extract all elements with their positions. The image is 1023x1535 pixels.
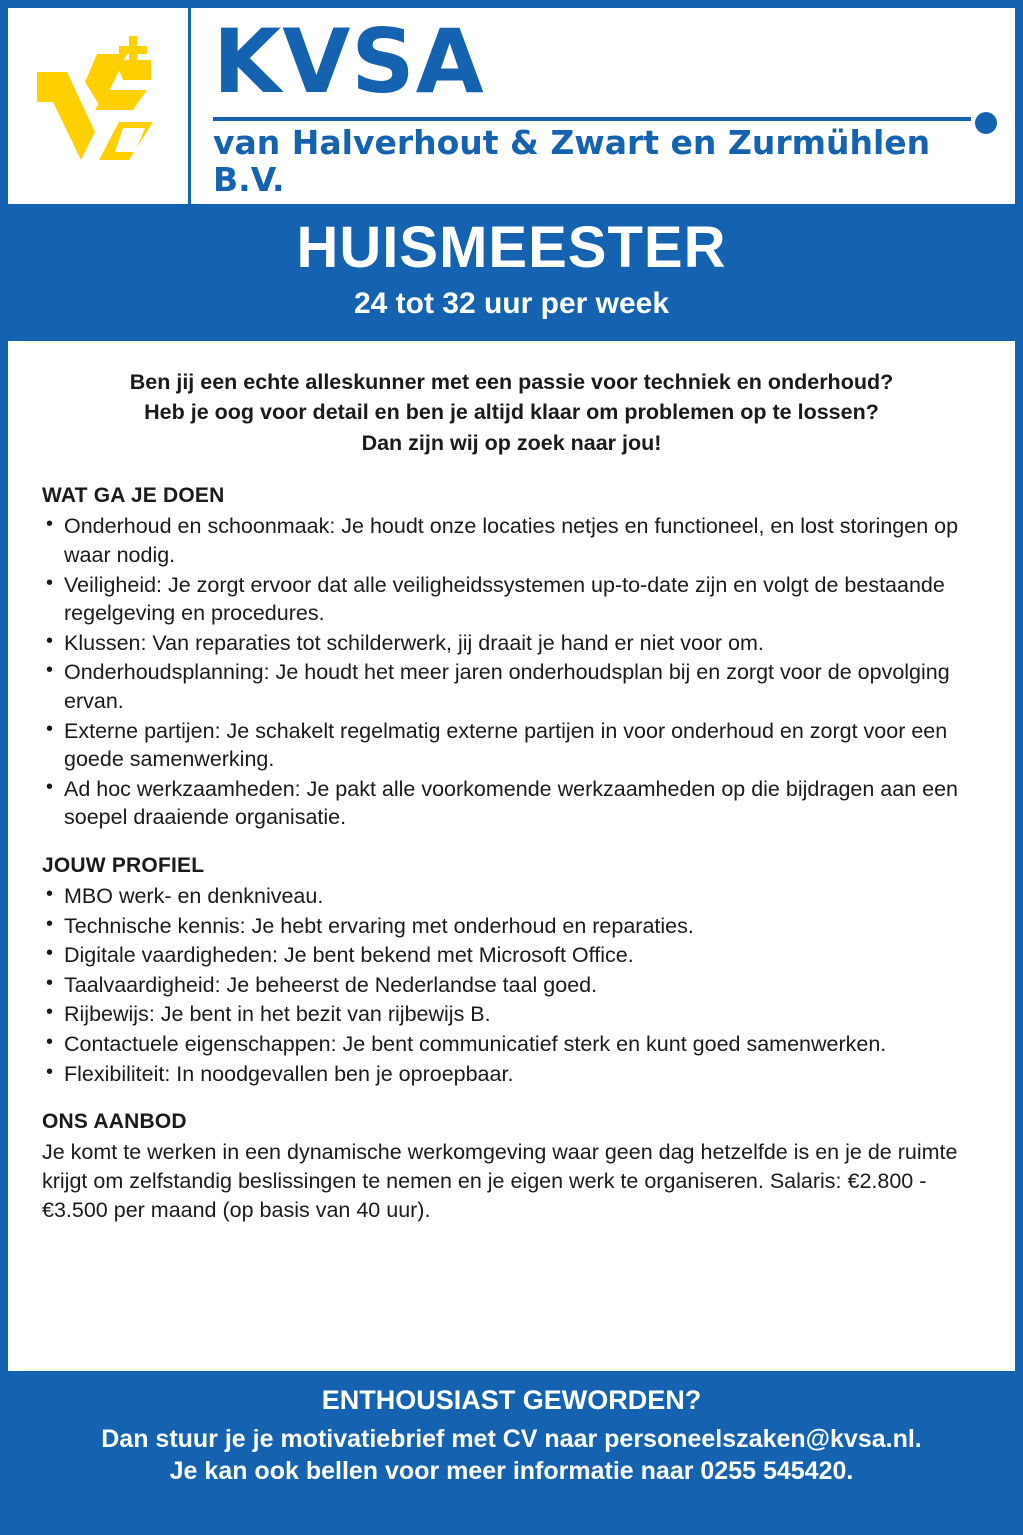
- brand-text-block: [191, 8, 1015, 204]
- intro-line-3: Dan zijn wij op zoek naar jou!: [361, 430, 662, 455]
- brand-divider-dot-icon: [975, 112, 997, 134]
- kvsa-monogram-icon: [8, 8, 191, 204]
- list-item: • Digitale vaardigheden: Je bent bekend met Microsoft Office.: [42, 941, 981, 970]
- header-logo-band: [8, 8, 1015, 204]
- list-item: • Rijbewijs: Je bent in het bezit van rijbewijs B.: [42, 1000, 981, 1029]
- list-item: • Technische kennis: Je hebt ervaring met onderhoud en reparaties.: [42, 912, 981, 941]
- list-item: • Flexibiliteit: In noodgevallen ben je oproepbaar.: [42, 1060, 981, 1089]
- job-body: [8, 341, 1015, 1371]
- footer-title: ENTHOUSIAST GEWORDEN?: [321, 1384, 702, 1415]
- list-item: • Externe partijen: Je schakelt regelmatig externe partijen in voor onderhoud en zorgt voor een goede samenwerking.: [42, 717, 981, 774]
- job-hours: 24 tot 32 uur per week: [353, 286, 670, 320]
- footer-contact-band: [8, 1371, 1015, 1503]
- profile-list: [42, 882, 981, 1088]
- footer-email-line: Dan stuur je je motivatiebrief met CV naar personeelszaken@kvsa.nl.: [101, 1424, 922, 1453]
- section-heading-tasks: WAT GA JE DOEN: [42, 484, 225, 508]
- list-item: • Taalvaardigheid: Je beheerst de Nederlandse taal goed.: [42, 971, 981, 1000]
- intro-line-1: Ben jij een echte alleskunner met een passie voor techniek en onderhoud?: [129, 369, 894, 394]
- list-item: • Contactuele eigenschappen: Je bent communicatief sterk en kunt goed samenwerken.: [42, 1030, 981, 1059]
- intro-block: [42, 367, 981, 459]
- intro-line-2: Heb je oog voor detail en ben je altijd klaar om problemen op te lossen?: [144, 400, 879, 425]
- section-heading-offer: ONS AANBOD: [42, 1110, 187, 1134]
- section-heading-profile: JOUW PROFIEL: [42, 853, 205, 877]
- brand-subtitle: van Halverhout & Zwart en Zurmühlen B.V.: [213, 123, 931, 199]
- brand-name: KVSA: [213, 10, 485, 113]
- tasks-list: [42, 512, 981, 832]
- list-item: • Veiligheid: Je zorgt ervoor dat alle veiligheidssystemen up-to-date zijn en volgt de bestaande regelgeving en procedures.: [42, 571, 981, 628]
- list-item: • MBO werk- en denkniveau.: [42, 882, 981, 911]
- list-item: • Onderhoud en schoonmaak: Je houdt onze locaties netjes en functioneel, en lost storingen op waar nodig.: [42, 512, 981, 569]
- footer-phone-line: Je kan ook bellen voor meer informatie naar 0255 545420.: [169, 1456, 854, 1485]
- offer-text: Je komt te werken in een dynamische werkomgeving waar geen dag hetzelfde is en je de ruimte krijgt om zelfstandig beslissingen te nemen en je eigen werk te organiseren. Salaris: €2.800 - €3.500 per maand (op basis van 40 uur).: [42, 1140, 958, 1222]
- list-item: • Ad hoc werkzaamheden: Je pakt alle voorkomende werkzaamheden op die bijdragen aan een soepel draaiende organisatie.: [42, 775, 981, 832]
- job-title-band: [8, 204, 1015, 341]
- brand-divider-line: [213, 117, 971, 121]
- brand-divider: [213, 112, 997, 119]
- page-title: HUISMEESTER: [296, 215, 727, 280]
- list-item: • Onderhoudsplanning: Je houdt het meer jaren onderhoudsplan bij en zorgt voor de opvolging ervan.: [42, 658, 981, 715]
- list-item: • Klussen: Van reparaties tot schilderwerk, jij draait je hand er niet voor om.: [42, 629, 981, 658]
